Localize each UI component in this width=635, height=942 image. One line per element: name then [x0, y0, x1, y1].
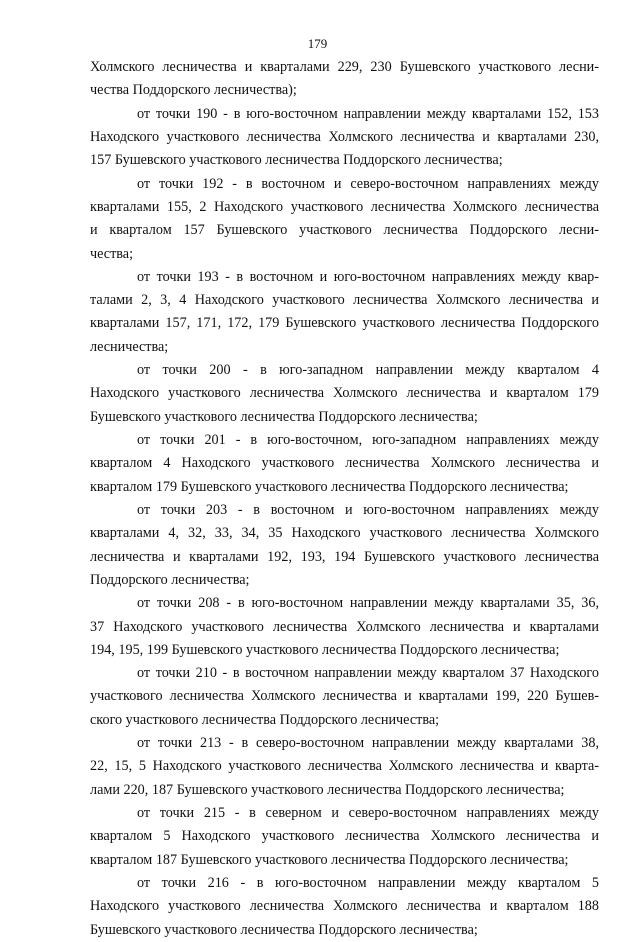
text-line: кварталами 157, 171, 172, 179 Бушевского участкового лесничества Поддорского [90, 315, 599, 332]
text-line: от точки 216 - в юго-восточном направлении между кварталом 5 [137, 874, 599, 891]
text-line: от точки 190 - в юго-восточном направлении между кварталами 152, 153 [137, 105, 599, 122]
text-line: 194, 195, 199 Бушевского участкового лесничества Поддорского лесничества; [90, 641, 560, 658]
text-line: 37 Находского участкового лесничества Холмского лесничества и кварталами [90, 618, 599, 635]
text-line: от точки 192 - в восточном и северо-восточном направлениях между [137, 175, 599, 192]
text-line: и кварталом 157 Бушевского участкового лесничества Поддорского лесни- [90, 222, 599, 239]
text-line: от точки 210 - в восточном направлении между кварталом 37 Находского [137, 665, 599, 682]
text-line: Холмского лесничества и кварталами 229, 230 Бушевского участкового лесни- [90, 59, 599, 75]
text-line: Поддорского лесничества; [90, 571, 250, 588]
text-line: 22, 15, 5 Находского участкового лесничества Холмского лесничества и кварта- [90, 758, 599, 775]
text-line: от точки 208 - в юго-восточном направлении между кварталами 35, 36, [137, 595, 599, 612]
text-line: чества Поддорского лесничества); [90, 82, 297, 99]
text-line: Находского участкового лесничества Холмского лесничества и кварталом 179 [90, 385, 599, 402]
text-line: от точки 193 - в восточном и юго-восточном направлениях между квар- [137, 268, 599, 285]
text-line: лами 220, 187 Бушевского участкового лесничества Поддорского лесничества; [90, 781, 565, 798]
text-line: участкового лесничества Холмского лесничества и кварталами 199, 220 Бушев- [90, 688, 599, 705]
text-line: кварталом 4 Находского участкового лесничества Холмского лесничества и [90, 455, 599, 472]
text-line: кварталом 179 Бушевского участкового лесничества Поддорского лесничества; [90, 478, 569, 495]
text-line: кварталом 5 Находского участкового лесничества Холмского лесничества и [90, 828, 599, 845]
text-line: от точки 215 - в северном и северо-восточном направлениях между [137, 805, 599, 821]
text-line: ского участкового лесничества Поддорского лесничества; [90, 711, 440, 728]
text-line: кварталами 155, 2 Находского участкового лесничества Холмского лесничества [90, 198, 599, 215]
text-line: лесничества и кварталами 192, 193, 194 Бушевского участкового лесничества [90, 548, 599, 565]
text-line: от точки 203 - в восточном и юго-восточном направлениях между [137, 501, 599, 518]
document-body [90, 56, 599, 942]
text-line: от точки 213 - в северо-восточном направлении между кварталами 38, [137, 735, 599, 752]
text-line: кварталами 4, 32, 33, 34, 35 Находского участкового лесничества Холмского [90, 525, 599, 542]
text-line: Находского участкового лесничества Холмского лесничества и кварталами 230, [90, 128, 599, 145]
text-line: талами 2, 3, 4 Находского участкового лесничества Холмского лесничества и [90, 292, 599, 309]
text-line: от точки 200 - в юго-западном направлении между кварталом 4 [137, 362, 599, 379]
text-line: от точки 201 - в юго-восточном, юго-западном направлениях между [137, 432, 599, 448]
text-line: Находского участкового лесничества Холмского лесничества и кварталом 188 [90, 898, 599, 915]
text-line: 157 Бушевского участкового лесничества Поддорского лесничества; [90, 152, 503, 169]
text-line: чества; [90, 245, 134, 262]
text-line: лесничества; [90, 338, 169, 355]
page-number: 179 [307, 36, 328, 51]
text-line: Бушевского участкового лесничества Поддорского лесничества; [90, 921, 478, 938]
text-line: кварталом 187 Бушевского участкового лесничества Поддорского лесничества; [90, 851, 569, 868]
text-line: Бушевского участкового лесничества Поддорского лесничества; [90, 408, 478, 425]
